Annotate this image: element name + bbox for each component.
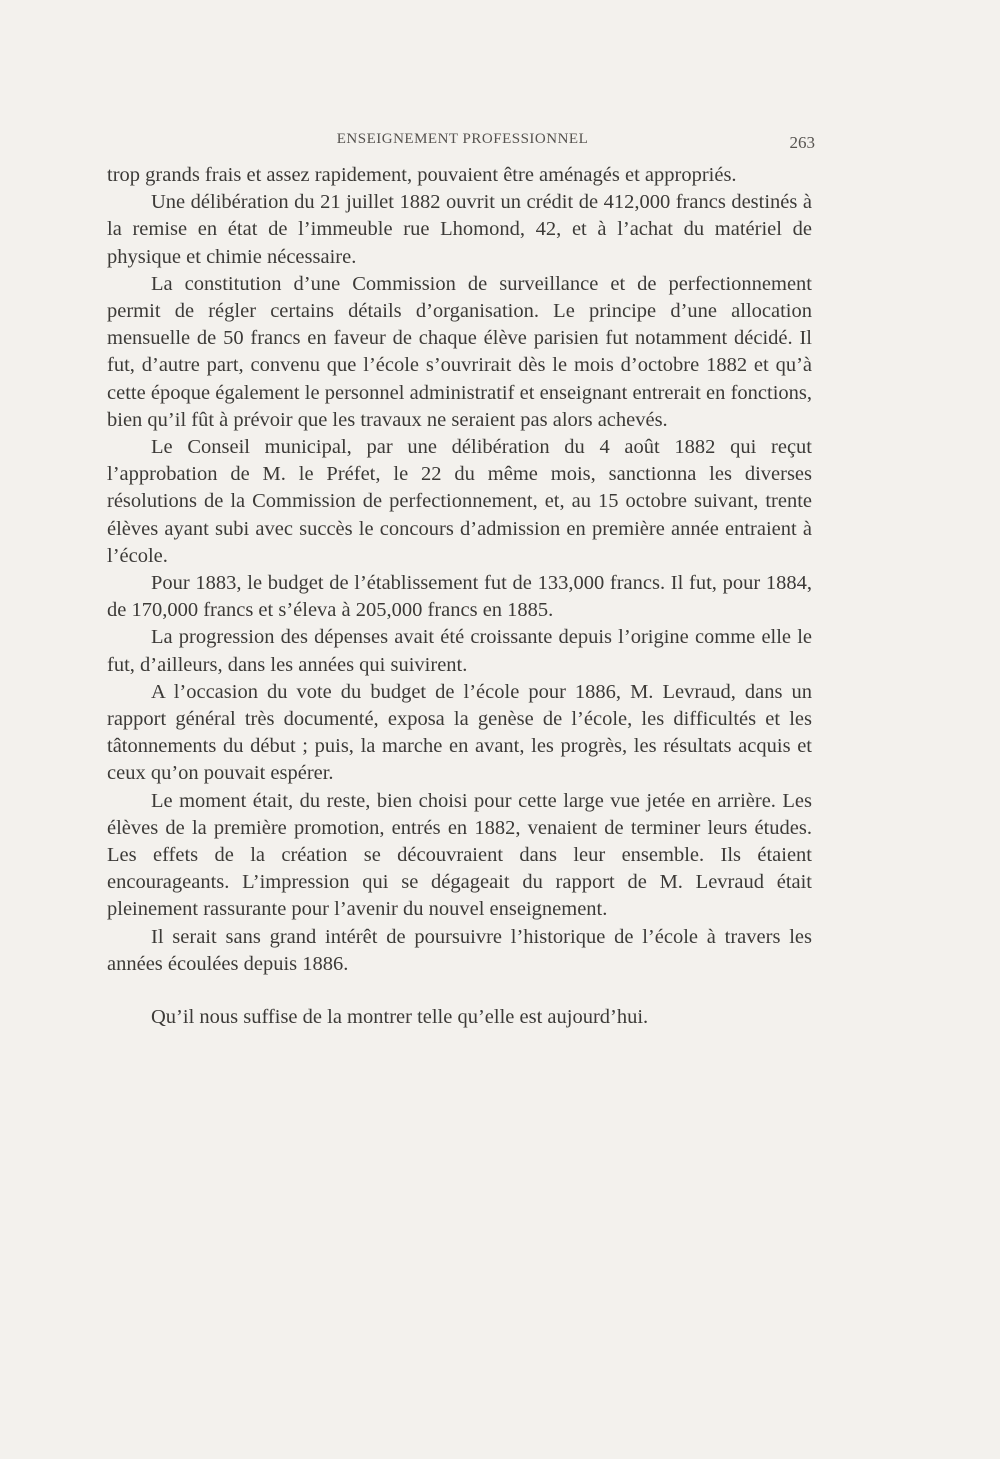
paragraph-budget: Pour 1883, le budget de l’établissement fut de 133,000 francs. Il fut, pour 1884, de 170,000 francs et s’éleva à 205,000 francs en 1885. [107, 572, 812, 622]
page-number: 263 [789, 133, 815, 152]
paragraph-deliberation-juillet: Une délibération du 21 juillet 1882 ouvrit un crédit de 412,000 francs destinés à la remise en état de l’immeuble rue Lhomond, 42, et à l’achat du matériel de physique et chimie nécessaire. [107, 191, 812, 268]
paragraph-commission: La constitution d’une Commission de surveillance et de perfectionnement permit de régler certains détails d’organisation. Le principe d’une allocation mensuelle de 50 francs en faveur de chaque élève parisien fut notamment décidé. Il fut, d’autre part, convenu que l’école s’ouvrirait dès le mois d’octobre 1882 et qu’à cette époque également le personnel administratif et enseignant entrerait en fonctions, bien qu’il fût à prévoir que les travaux ne seraient pas alors achevés. [107, 272, 812, 431]
paragraph-levraud-rapport: A l’occasion du vote du budget de l’école pour 1886, M. Levraud, dans un rapport général très documenté, exposa la genèse de l’école, les difficultés et les tâtonnements du début ; puis, la marche en avant, les progrès, les résultats acquis et ceux qu’on pouvait espérer. [107, 680, 812, 785]
paragraph-moment: Le moment était, du reste, bien choisi pour cette large vue jetée en arrière. Les élèves de la première promotion, entrés en 1882, venaient de terminer leurs études. Les effets de la création se découvraient dans leur ensemble. Ils étaient encourageants. L’impression qui se dégageait du rapport de M. Levraud était pleinement rassurante pour l’avenir du nouvel enseignement. [107, 789, 812, 921]
paragraph-historique: Il serait sans grand intérêt de poursuivre l’historique de l’école à travers les années écoulées depuis 1886. [107, 925, 812, 975]
paragraph-continuation: trop grands frais et assez rapidement, pouvaient être aménagés et appropriés. [107, 164, 737, 186]
paragraph-closing: Qu’il nous suffise de la montrer telle qu’elle est aujourd’hui. [151, 1006, 649, 1029]
paragraph-conseil-municipal: Le Conseil municipal, par une délibération du 4 août 1882 qui reçut l’approbation de M. le Préfet, le 22 du même mois, sanctionna les diverses résolutions de la Commission de perfectionnement, et, au 15 octobre suivant, trente élèves ayant subi avec succès le concours d’admission en première année entraient à l’école. [107, 436, 812, 567]
body-text [107, 162, 812, 1031]
running-head [110, 131, 815, 155]
paragraph-progression: La progression des dépenses avait été croissante depuis l’origine comme elle le fut, d’ailleurs, dans les années qui suivirent. [107, 626, 812, 676]
running-title: ENSEIGNEMENT PROFESSIONNEL [336, 131, 589, 147]
